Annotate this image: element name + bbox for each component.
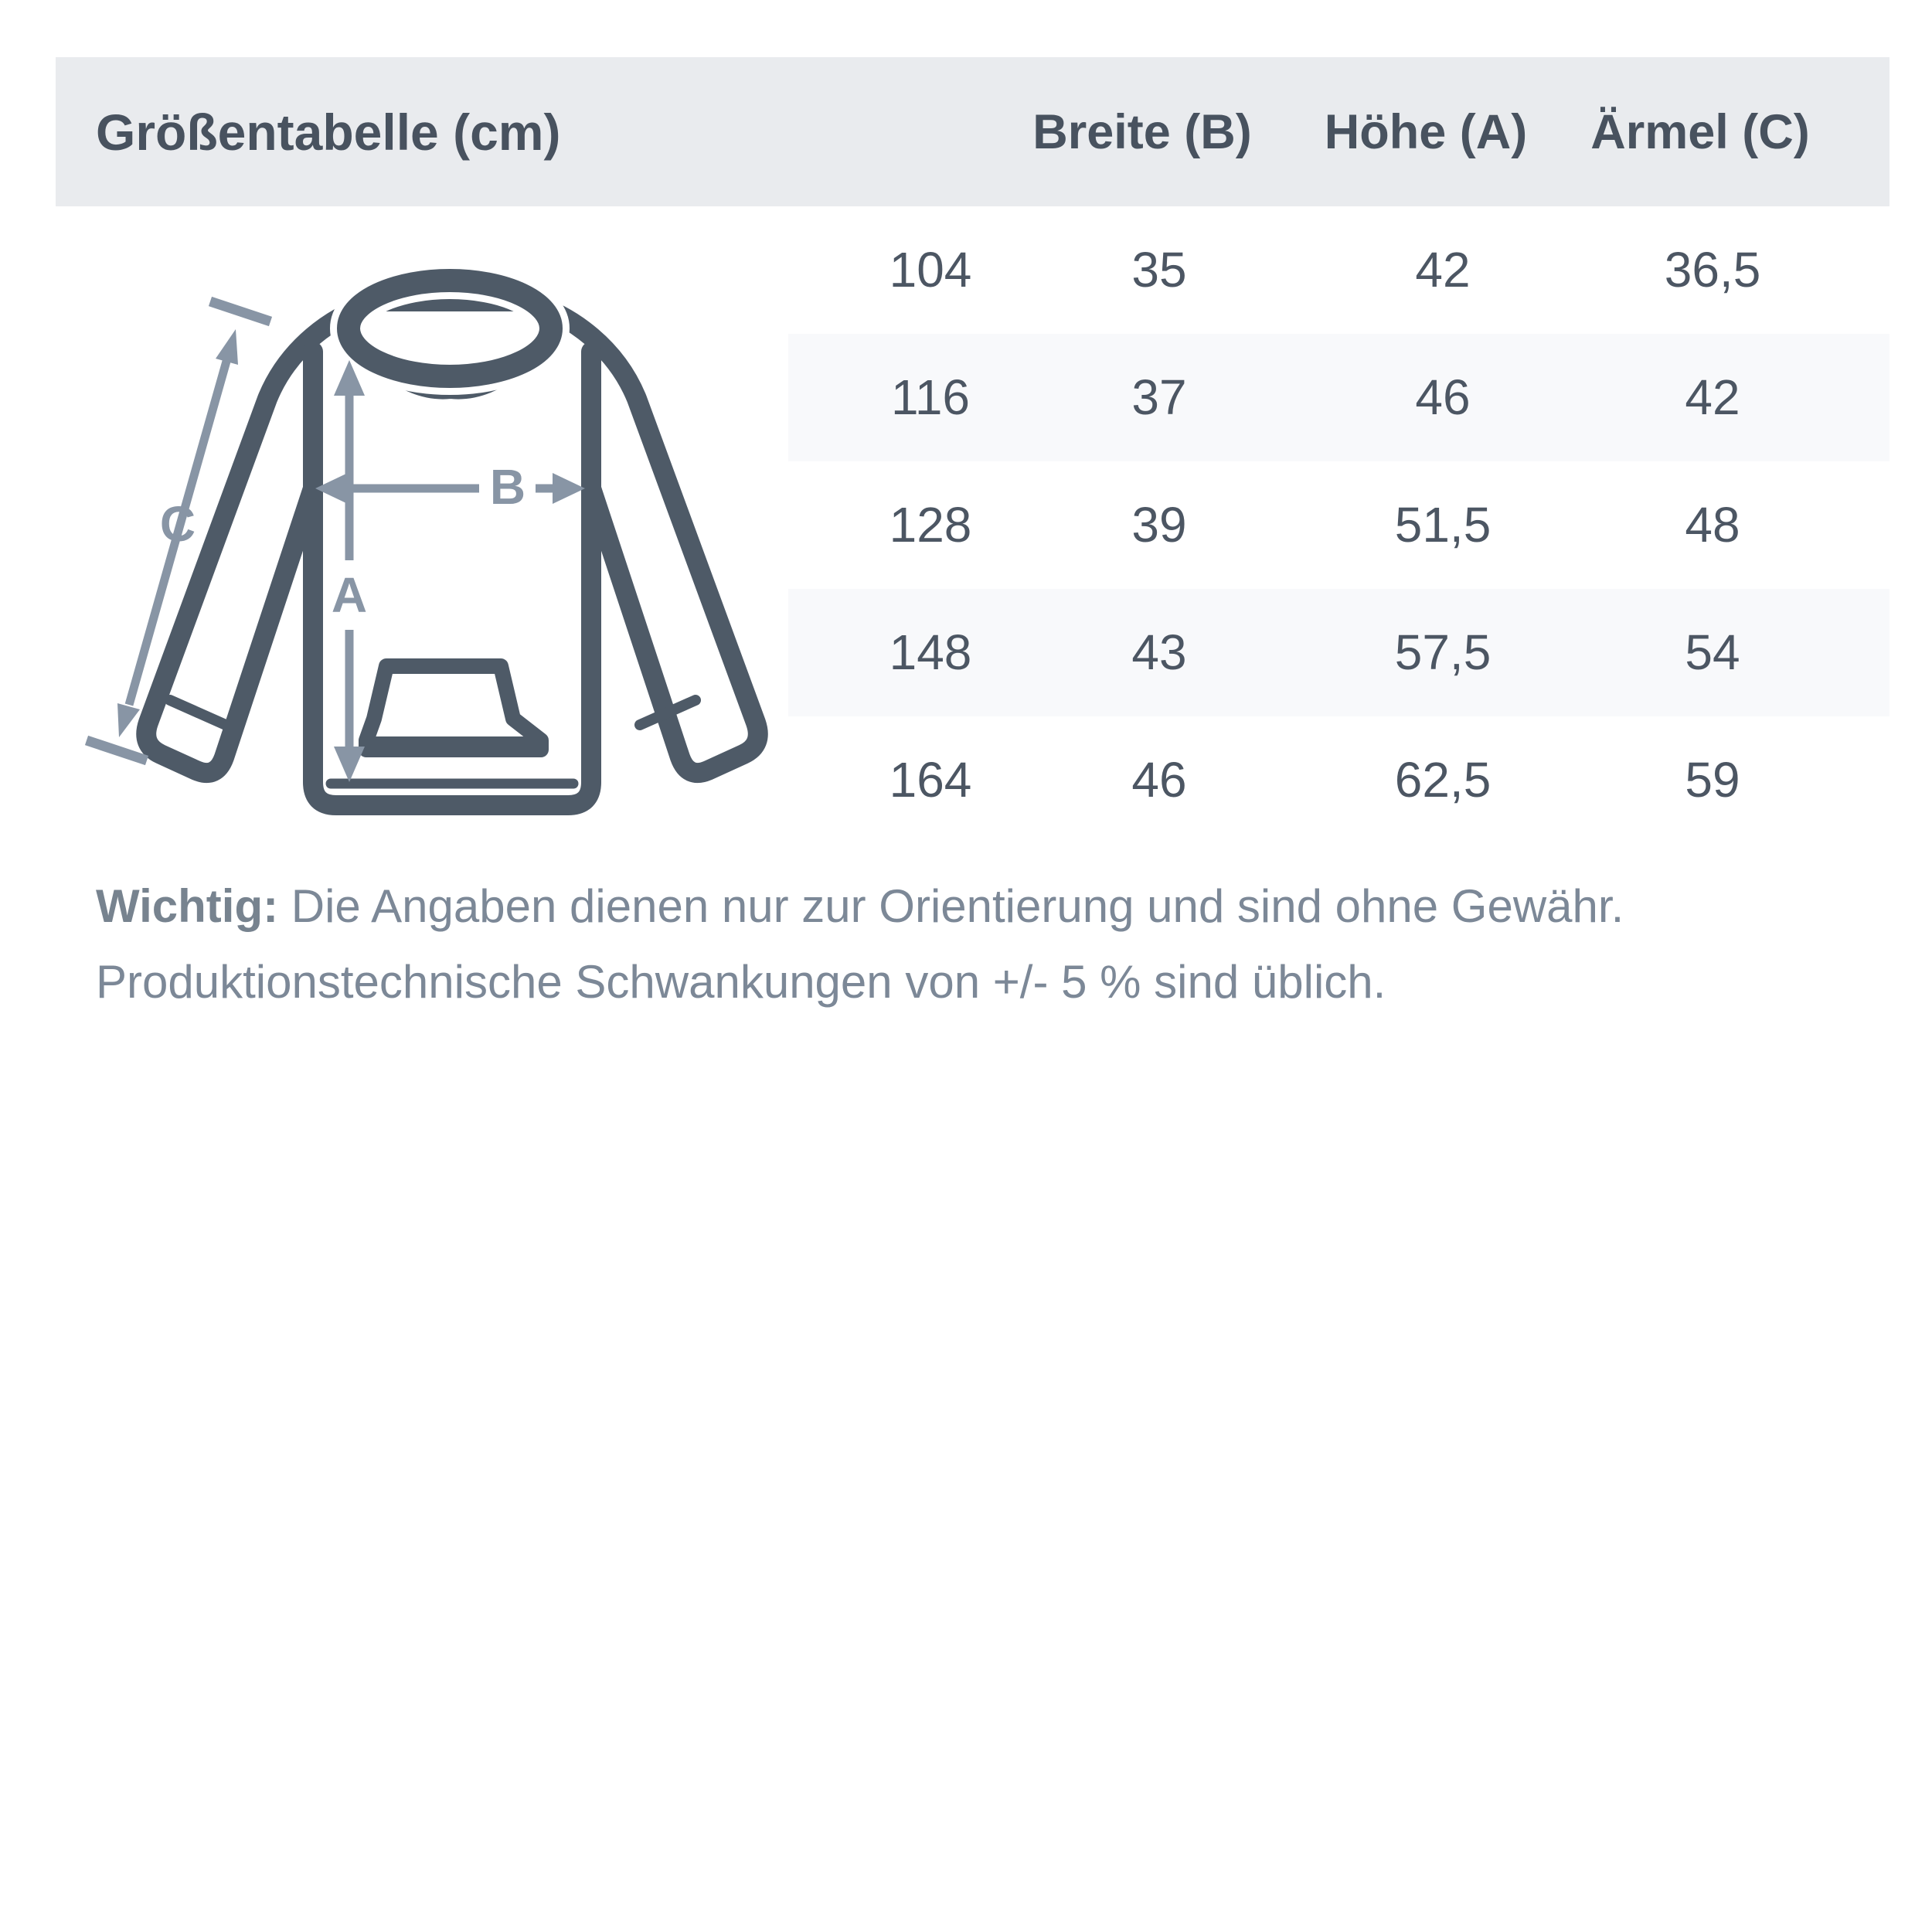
cell-hoehe: 57,5 (1394, 624, 1492, 680)
note-line2: Produktionstechnische Schwankungen von +/- 5 % sind üblich. (96, 956, 1386, 1008)
label-a: A (331, 567, 368, 623)
table-row (0, 716, 1932, 844)
page-title: Größentabelle (cm) (96, 103, 561, 161)
cell-size: 116 (890, 369, 971, 425)
note-line1: Die Angaben dienen nur zur Orientierung und sind ohne Gewähr. (278, 880, 1624, 932)
cell-hoehe: 42 (1415, 242, 1471, 298)
cell-breite: 35 (1131, 242, 1187, 298)
note-label: Wichtig: (96, 880, 279, 932)
table-row (0, 334, 1932, 461)
cell-aermel: 42 (1685, 369, 1740, 425)
label-c: C (159, 496, 196, 552)
column-header-aermel: Ärmel (C) (1590, 104, 1810, 159)
column-header-breite: Breite (B) (1032, 104, 1252, 159)
cell-hoehe: 51,5 (1394, 497, 1492, 553)
table-row (0, 461, 1932, 589)
cell-aermel: 48 (1685, 497, 1740, 553)
table-row (0, 206, 1932, 334)
cell-breite: 46 (1131, 752, 1187, 808)
cell-hoehe: 46 (1415, 369, 1471, 425)
cell-size: 128 (889, 497, 972, 553)
cell-aermel: 36,5 (1664, 242, 1761, 298)
cell-breite: 37 (1131, 369, 1187, 425)
cell-aermel: 54 (1685, 624, 1740, 680)
cell-aermel: 59 (1685, 752, 1740, 808)
cell-breite: 43 (1131, 624, 1187, 680)
table-row (0, 589, 1932, 716)
label-b: B (489, 459, 526, 515)
cell-size: 148 (889, 624, 972, 680)
column-header-hoehe: Höhe (A) (1324, 104, 1528, 159)
important-note (96, 869, 1873, 1020)
cell-size: 164 (889, 752, 972, 808)
size-chart-header (56, 57, 1889, 206)
cell-breite: 39 (1131, 497, 1187, 553)
cell-hoehe: 62,5 (1394, 752, 1492, 808)
cell-size: 104 (889, 242, 972, 298)
